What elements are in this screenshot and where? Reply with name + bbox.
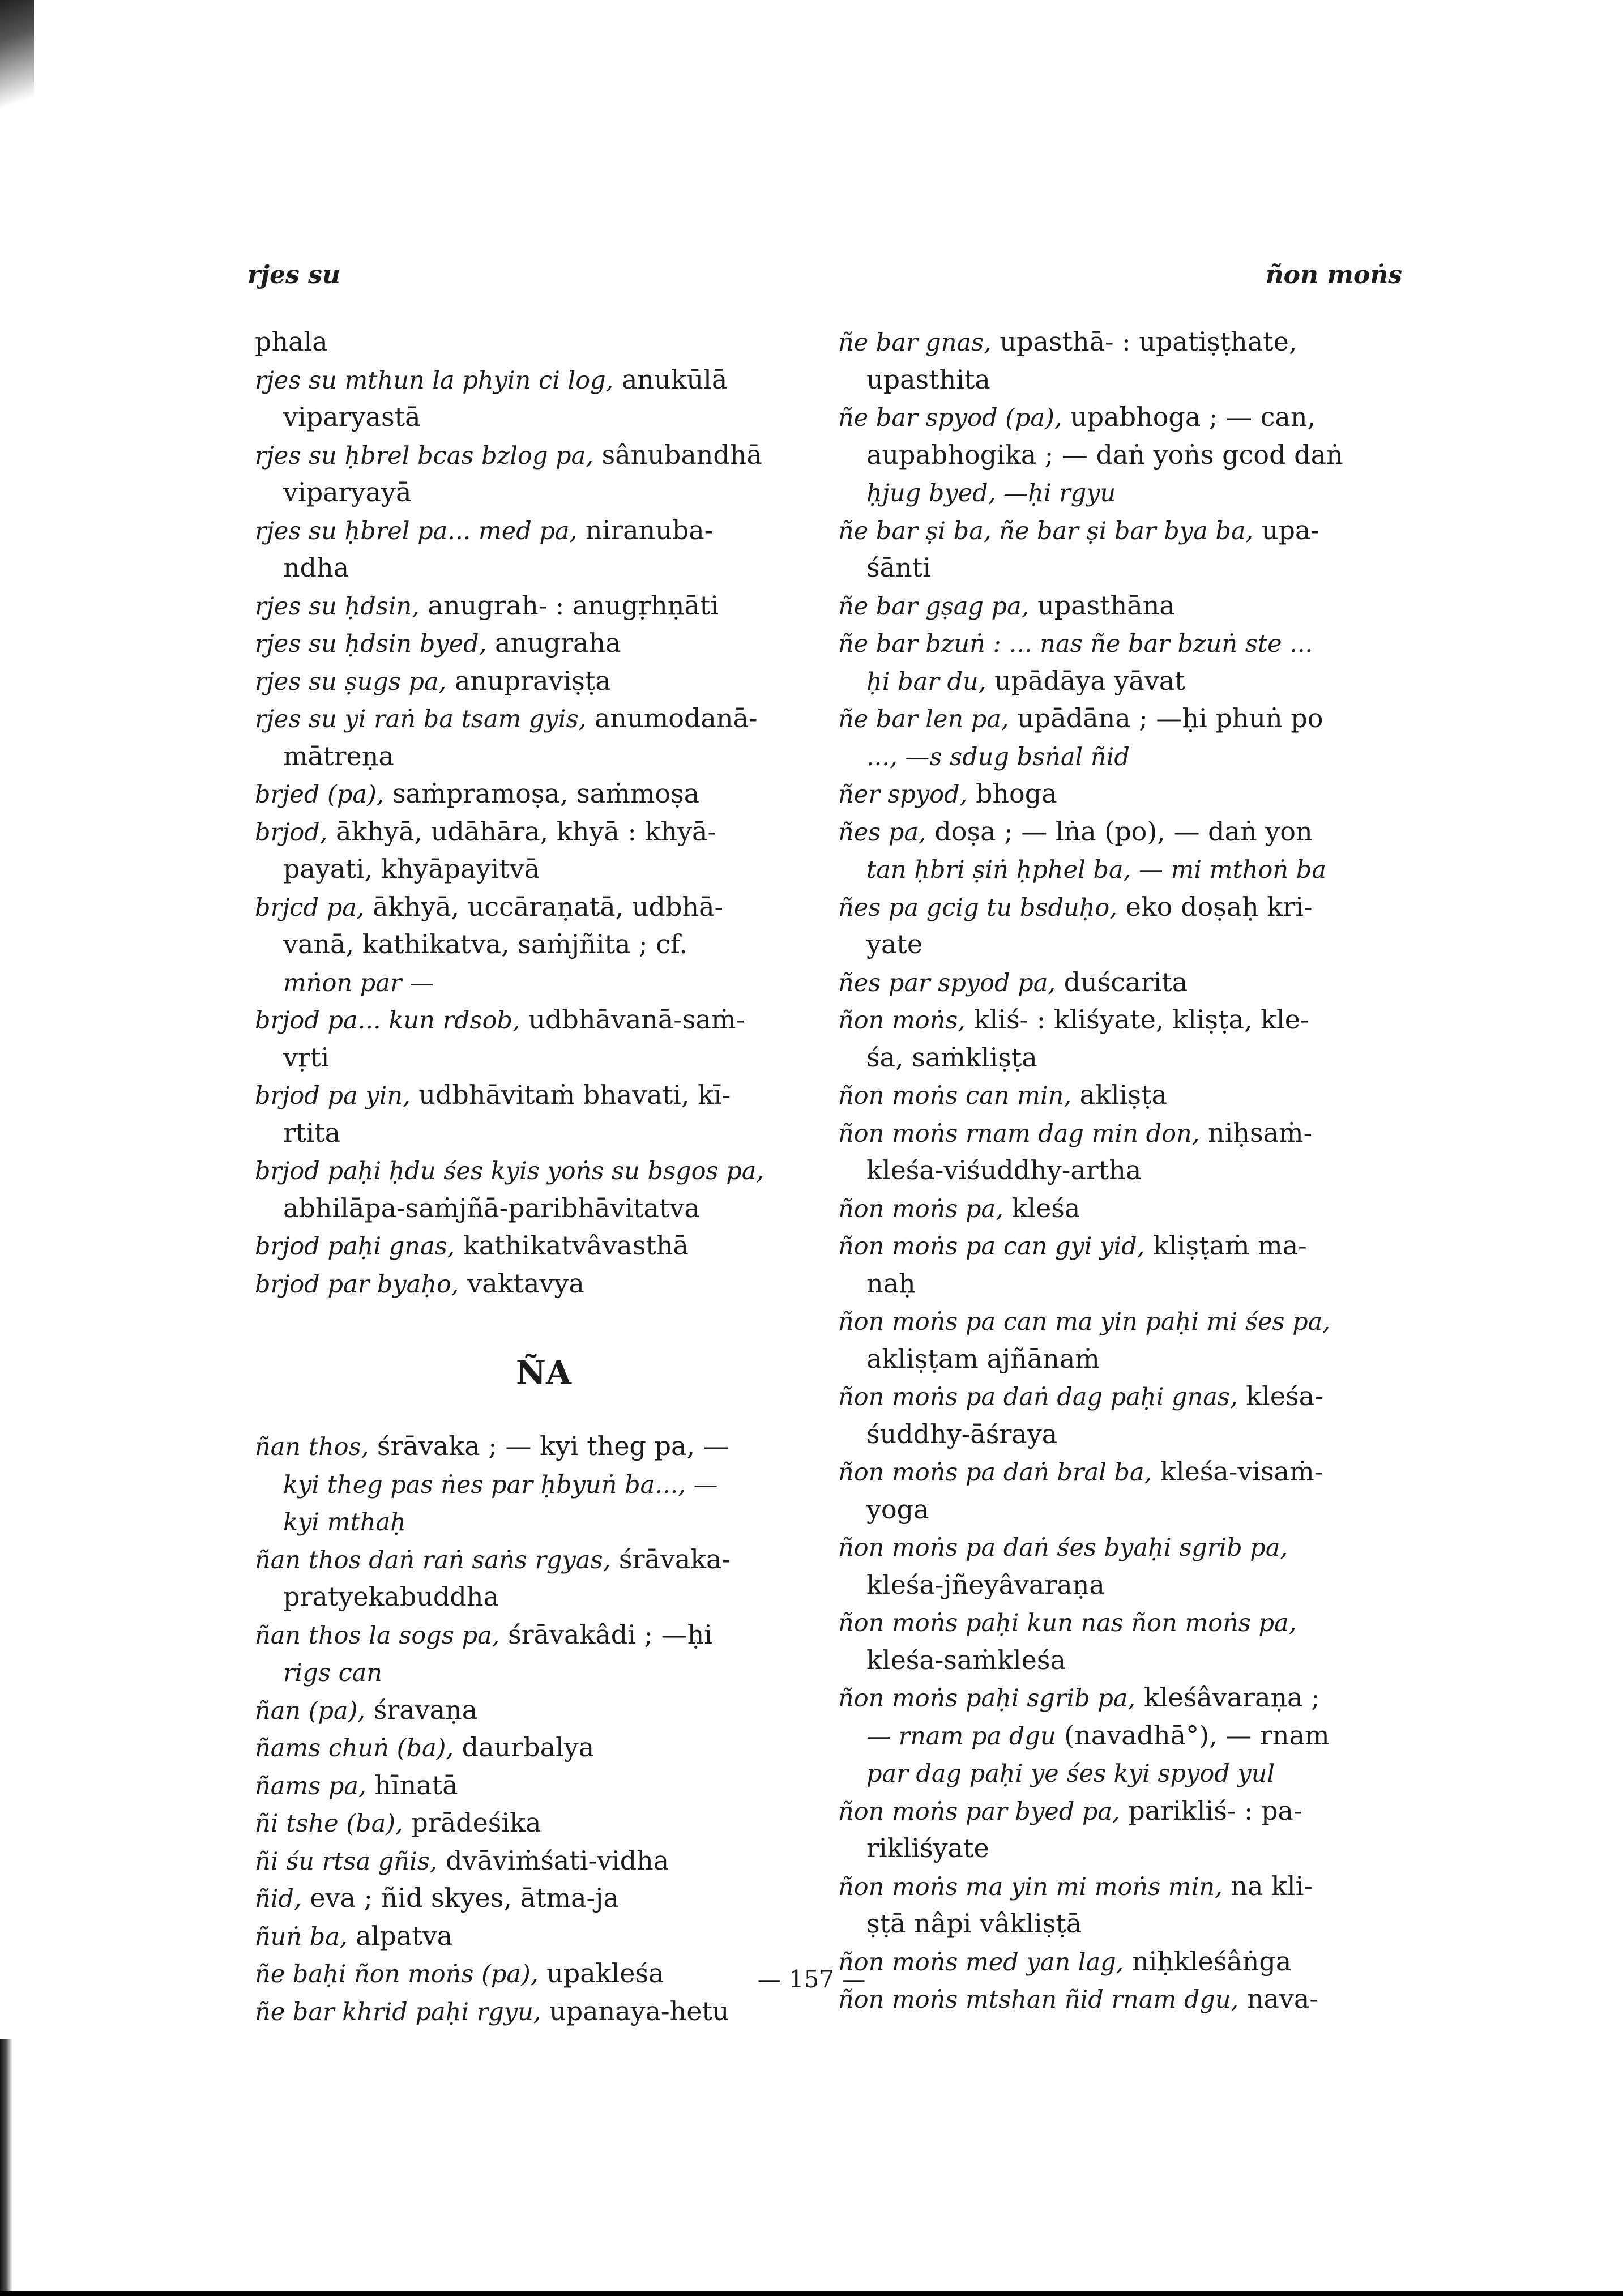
sanskrit-equivalent: niḥkleśâṅga <box>1124 1945 1292 1977</box>
entry-line <box>255 549 832 587</box>
tibetan-term: ñon moṅs par byed pa, <box>838 1797 1120 1826</box>
sanskrit-equivalent: eva ; ñid skyes, ātma-ja <box>301 1883 619 1913</box>
tibetan-term: ñe bar ṣi ba, ñe bar ṣi bar bya ba, <box>838 517 1254 545</box>
entry-line <box>255 587 832 625</box>
left-entries-bottom <box>255 1427 832 2030</box>
entry-line <box>255 1992 832 2030</box>
tibetan-term: rjes su ṣugs pa, <box>255 667 447 696</box>
sanskrit-equivalent: kleśa- <box>1237 1381 1323 1411</box>
scan-border-bottom <box>0 2291 1623 2296</box>
entry-line <box>838 1566 1427 1604</box>
sanskrit-equivalent: anugraha <box>486 628 621 658</box>
sanskrit-equivalent: (navadhā°), — rnam <box>1056 1719 1330 1751</box>
sanskrit-equivalent: parikliś- : pa- <box>1120 1795 1302 1826</box>
tibetan-term: ñan thos la sogs pa, <box>255 1621 500 1650</box>
tibetan-term: ñi tshe (ba), <box>255 1810 403 1838</box>
entry-line <box>255 813 832 851</box>
tibetan-term: mṅon par — <box>283 968 434 997</box>
scan-shadow-top <box>0 0 34 125</box>
entry-line <box>838 323 1427 361</box>
tibetan-term: rjes su ḥdsin byed, <box>255 630 487 658</box>
sanskrit-equivalent: bhoga <box>967 778 1057 809</box>
entry-line <box>255 1039 832 1077</box>
entry-line <box>255 436 832 474</box>
sanskrit-equivalent: upasthita <box>866 364 990 395</box>
tibetan-term: ḥjug byed, —ḥi rgyu <box>866 479 1116 507</box>
entry-line <box>255 888 832 926</box>
sanskrit-equivalent: pratyekabuddha <box>283 1581 499 1612</box>
tibetan-term: ñon moṅs med yan lag, <box>838 1948 1124 1977</box>
entry-line <box>838 699 1427 737</box>
tibetan-term: ñuṅ ba, <box>255 1922 348 1951</box>
sanskrit-equivalent: śa, saṁkliṣṭa <box>866 1042 1037 1073</box>
entry-line <box>838 549 1427 587</box>
sanskrit-equivalent: abhilāpa-saṁjñā-paribhāvitatva <box>283 1192 700 1223</box>
sanskrit-equivalent: upabhoga ; — can, <box>1062 402 1316 432</box>
tibetan-term: ..., —s sdug bsṅal ñid <box>866 742 1130 771</box>
sanskrit-equivalent: upasthā- : upatiṣṭhate, <box>991 326 1297 357</box>
sanskrit-equivalent: yate <box>866 929 923 959</box>
entry-line <box>255 1653 832 1691</box>
sanskrit-equivalent: saṁpramoṣa, saṁmoṣa <box>384 778 700 809</box>
entry-line <box>255 473 832 511</box>
sanskrit-equivalent: upādāya yāvat <box>986 665 1185 696</box>
tibetan-term: ñe baḥi ñon moṅs (pa), <box>255 1960 539 1988</box>
tibetan-term: ñams chuṅ (ba), <box>255 1734 454 1762</box>
running-head-left: rjes su <box>247 261 340 289</box>
left-entries-top <box>255 323 832 1302</box>
entry-line <box>838 1039 1427 1077</box>
sanskrit-equivalent: akliṣṭam ajñānaṁ <box>866 1343 1100 1374</box>
tibetan-term: ñe bar spyod (pa), <box>838 404 1062 432</box>
sanskrit-equivalent: viparyastā <box>283 402 421 432</box>
left-column <box>255 323 832 2030</box>
right-entries <box>838 323 1427 2018</box>
sanskrit-equivalent: hīnatā <box>366 1769 458 1800</box>
tibetan-term: ñe bar bzuṅ : ... nas ñe bar bzuṅ ste ... <box>838 630 1313 658</box>
sanskrit-equivalent: mātreṇa <box>283 740 394 771</box>
entry-line <box>838 813 1427 851</box>
sanskrit-equivalent: yoga <box>866 1493 929 1525</box>
tibetan-term: ñon moṅs pa daṅ bral ba, <box>838 1458 1152 1487</box>
sanskrit-equivalent: anupraviṣṭa <box>446 665 611 696</box>
sanskrit-equivalent: prādeśika <box>403 1807 541 1838</box>
entry-line <box>255 323 832 361</box>
entry-line <box>255 662 832 700</box>
entry-line <box>838 511 1427 549</box>
sanskrit-equivalent: duścarita <box>1056 966 1188 997</box>
sanskrit-equivalent: śrāvakâdi ; —ḥi <box>499 1619 712 1650</box>
sanskrit-equivalent: vṛti <box>283 1042 330 1073</box>
tibetan-term: ñon moṅs, <box>838 1006 966 1035</box>
tibetan-term: ñi śu rtsa gñis, <box>255 1847 438 1876</box>
entry-line <box>838 1377 1427 1415</box>
entry-line <box>255 1729 832 1766</box>
section-letter-heading: ÑA <box>515 1354 572 1392</box>
sanskrit-equivalent: nava- <box>1238 1983 1318 2014</box>
sanskrit-equivalent: aupabhogika ; — daṅ yoṅs gcod daṅ <box>866 439 1343 470</box>
tibetan-term: ñon moṅs pa, <box>838 1194 1003 1223</box>
sanskrit-equivalent: phala <box>255 326 328 357</box>
entry-line <box>838 925 1427 963</box>
entry-line <box>838 1792 1427 1830</box>
entry-line <box>255 1189 832 1227</box>
sanskrit-equivalent: sânubandhā <box>593 439 762 470</box>
tibetan-term: rjes su ḥbrel bcas bzlog pa, <box>255 441 593 470</box>
entry-line <box>838 775 1427 813</box>
tibetan-term: ñon moṅs ma yin mi moṅs min, <box>838 1872 1223 1901</box>
tibetan-term: ñon moṅs paḥi sgrib pa, <box>838 1684 1136 1713</box>
sanskrit-equivalent: śānti <box>866 552 931 583</box>
sanskrit-equivalent: payati, khyāpayitvā <box>283 853 540 884</box>
entry-line <box>838 473 1427 511</box>
entry-line <box>838 1227 1427 1265</box>
sanskrit-equivalent: śrāvaka- <box>610 1543 731 1574</box>
entry-line <box>255 1842 832 1880</box>
sanskrit-equivalent: kleśa <box>1003 1192 1080 1223</box>
tibetan-term: brjod pa yin, <box>255 1082 411 1110</box>
tibetan-term: ñon moṅs can min, <box>838 1082 1072 1110</box>
tibetan-term: rjes su yi raṅ ba tsam gyis, <box>255 705 587 733</box>
tibetan-term: par dag paḥi ye śes kyi spyod yul <box>866 1760 1275 1788</box>
entry-line <box>255 361 832 399</box>
sanskrit-equivalent: daurbalya <box>454 1732 595 1762</box>
entry-line <box>838 1829 1427 1867</box>
entry-line <box>255 1503 832 1540</box>
tibetan-term: ñe bar khrid paḥi rgyu, <box>255 1998 541 2026</box>
entry-line <box>255 624 832 662</box>
sanskrit-equivalent: vanā, kathikatva, saṁjñita ; cf. <box>283 929 687 959</box>
entry-line <box>255 398 832 436</box>
entry-line <box>255 511 832 549</box>
entry-line <box>838 398 1427 436</box>
tibetan-term: brjcd pa, <box>255 893 365 922</box>
sanskrit-equivalent: eko doṣaḥ kri- <box>1117 891 1313 922</box>
tibetan-term: ñan (pa), <box>255 1696 366 1725</box>
running-head-right: ñon moṅs <box>1265 261 1402 289</box>
entry-line <box>255 775 832 813</box>
entry-line <box>838 850 1427 888</box>
sanskrit-equivalent: kleśâvaraṇa ; <box>1135 1682 1320 1713</box>
tibetan-term: ñe bar len pa, <box>838 705 1009 733</box>
sanskrit-equivalent: śuddhy-āśraya <box>866 1418 1058 1449</box>
sanskrit-equivalent: na kli- <box>1222 1870 1313 1901</box>
tibetan-term: ñon moṅs pa daṅ dag paḥi gnas, <box>838 1383 1238 1411</box>
tibetan-term: ñes pa gcig tu bsduḥo, <box>838 893 1117 922</box>
entry-line <box>838 1415 1427 1453</box>
entry-line <box>255 1691 832 1729</box>
sanskrit-equivalent: niḥsaṁ- <box>1199 1117 1313 1148</box>
tibetan-term: ñon moṅs paḥi kun nas ñon moṅs pa, <box>838 1609 1297 1637</box>
tibetan-term: ñes pa, <box>838 818 926 847</box>
entry-line <box>255 1265 832 1303</box>
tibetan-term: ñe bar gnas, <box>838 328 992 357</box>
entry-line <box>838 624 1427 662</box>
sanskrit-equivalent: doṣa ; — lṅa (po), — daṅ yon <box>926 816 1313 847</box>
tibetan-term: ñid, <box>255 1885 302 1913</box>
sanskrit-equivalent: ākhyā, uccāraṇatā, udbhā- <box>364 891 724 922</box>
sanskrit-equivalent: naḥ <box>866 1268 916 1299</box>
entry-line <box>838 1189 1427 1227</box>
sanskrit-equivalent: rtita <box>283 1117 341 1148</box>
sanskrit-equivalent: upakleśa <box>538 1958 664 1988</box>
tibetan-term: ñe bar gṣag pa, <box>838 592 1030 621</box>
tibetan-term: brjod par byaḥo, <box>255 1270 459 1299</box>
sanskrit-equivalent: upādāna ; —ḥi phuṅ po <box>1009 703 1323 733</box>
entry-line <box>838 1302 1427 1340</box>
tibetan-term: rjes su mthun la phyin ci log, <box>255 366 614 395</box>
tibetan-term: brjed (pa), <box>255 780 385 809</box>
tibetan-term: ñams pa, <box>255 1772 366 1800</box>
entry-line <box>838 1076 1427 1114</box>
tibetan-term: ñon moṅs mtshan ñid rnam dgu, <box>838 1986 1239 2014</box>
tibetan-term: tan ḥbri ṣiṅ ḥphel ba, — mi mthoṅ ba <box>866 856 1326 884</box>
entry-line <box>838 1679 1427 1717</box>
entry-line <box>838 1001 1427 1039</box>
sanskrit-equivalent: alpatva <box>347 1920 453 1951</box>
sanskrit-equivalent: śravaṇa <box>365 1694 478 1725</box>
sanskrit-equivalent: anukūlā <box>613 364 728 395</box>
entry-line <box>255 1616 832 1654</box>
tibetan-term: — rnam pa dgu <box>866 1722 1056 1751</box>
tibetan-term: rjes su ḥbrel pa... med pa, <box>255 517 578 545</box>
entry-line <box>838 662 1427 700</box>
entry-line <box>838 1603 1427 1641</box>
entry-line <box>255 1001 832 1039</box>
entry-line <box>255 1917 832 1955</box>
entry-line <box>838 361 1427 399</box>
entry-line <box>838 1717 1427 1755</box>
sanskrit-equivalent: niranuba- <box>577 514 714 545</box>
entry-line <box>838 1151 1427 1189</box>
tibetan-term: ñon moṅs pa daṅ śes byaḥi sgrib pa, <box>838 1534 1288 1562</box>
scan-shadow-left <box>0 2039 12 2296</box>
sanskrit-equivalent: vaktavya <box>459 1268 584 1299</box>
entry-line <box>838 1641 1427 1679</box>
entry-line <box>838 888 1427 926</box>
entry-line <box>838 436 1427 474</box>
sanskrit-equivalent: anumodanā- <box>586 703 758 733</box>
sanskrit-equivalent: kleśa-saṁkleśa <box>866 1644 1066 1675</box>
entry-line <box>255 925 832 963</box>
sanskrit-equivalent: upanaya-hetu <box>541 1995 729 2026</box>
sanskrit-equivalent: udbhāvitaṁ bhavati, kī- <box>410 1079 731 1110</box>
sanskrit-equivalent: kleśa-visaṁ- <box>1152 1456 1323 1487</box>
entry-line <box>255 1427 832 1465</box>
sanskrit-equivalent: kliṣṭaṁ ma- <box>1144 1230 1307 1261</box>
entry-line <box>255 1540 832 1578</box>
entry-line <box>255 850 832 888</box>
entry-line <box>255 737 832 775</box>
sanskrit-equivalent: upasthāna <box>1029 590 1175 621</box>
sanskrit-equivalent: ṣṭā nâpi vâkliṣṭā <box>866 1908 1082 1939</box>
sanskrit-equivalent: akliṣṭa <box>1071 1079 1167 1110</box>
sanskrit-equivalent: kleśa-viśuddhy-artha <box>866 1155 1142 1185</box>
right-column <box>838 323 1427 2018</box>
tibetan-term: ñon moṅs pa can ma yin paḥi mi śes pa, <box>838 1308 1330 1336</box>
entry-line <box>255 1766 832 1804</box>
tibetan-term: ñer spyod, <box>838 780 968 809</box>
sanskrit-equivalent: ndha <box>283 552 349 583</box>
sanskrit-equivalent: ākhyā, udāhāra, khyā : khyā- <box>327 816 717 847</box>
sanskrit-equivalent: udbhāvanā-saṁ- <box>520 1004 745 1035</box>
entry-line <box>255 1879 832 1917</box>
entry-line <box>255 1076 832 1114</box>
sanskrit-equivalent: kathikatvâvasthā <box>455 1230 689 1261</box>
entry-line <box>255 1151 832 1189</box>
tibetan-term: ñan thos daṅ raṅ saṅs rgyas, <box>255 1546 611 1574</box>
entry-line <box>255 1114 832 1152</box>
tibetan-term: rigs can <box>283 1659 382 1687</box>
tibetan-term: kyi theg pas ṅes par ḥbyuṅ ba..., — <box>283 1470 718 1499</box>
tibetan-term: rjes su ḥdsin, <box>255 592 420 621</box>
sanskrit-equivalent: upa- <box>1253 514 1319 545</box>
page-number: — 157 — <box>757 1965 866 1993</box>
entry-line <box>838 1867 1427 1905</box>
tibetan-term: brjod pa... kun rdsob, <box>255 1006 520 1035</box>
sanskrit-equivalent: kleśa-jñeyâvaraṇa <box>866 1569 1105 1600</box>
sanskrit-equivalent: kliś- : kliśyate, kliṣṭa, kle- <box>966 1004 1309 1035</box>
tibetan-term: brjod paḥi gnas, <box>255 1232 455 1261</box>
sanskrit-equivalent: śrāvaka ; — kyi theg pa, — <box>369 1431 729 1461</box>
entry-line <box>255 1804 832 1842</box>
tibetan-term: brjod paḥi ḥdu śes kyis yoṅs su bsgos pa, <box>255 1157 764 1185</box>
tibetan-term: ñes par spyod pa, <box>838 968 1056 997</box>
entry-line <box>255 1465 832 1503</box>
entry-line <box>838 1905 1427 1943</box>
tibetan-term: ñan thos, <box>255 1433 369 1461</box>
tibetan-term: ḥi bar du, <box>866 667 986 696</box>
sanskrit-equivalent: anugrah- : anugṛhṇāti <box>419 590 719 621</box>
entry-line <box>255 1227 832 1265</box>
tibetan-term: ñon moṅs rnam dag min don, <box>838 1119 1200 1148</box>
entry-line <box>255 699 832 737</box>
sanskrit-equivalent: viparyayā <box>283 477 412 507</box>
entry-line <box>838 1453 1427 1491</box>
tibetan-term: brjod, <box>255 818 328 847</box>
sanskrit-equivalent: rikliśyate <box>866 1833 989 1863</box>
entry-line <box>838 1754 1427 1792</box>
entry-line <box>838 1528 1427 1566</box>
entry-line <box>838 1265 1427 1303</box>
tibetan-term: kyi mthaḥ <box>283 1508 406 1537</box>
entry-line <box>838 1114 1427 1152</box>
sanskrit-equivalent: dvāviṁśati-vidha <box>437 1845 669 1876</box>
tibetan-term: ñon moṅs pa can gyi yid, <box>838 1232 1145 1261</box>
entry-line <box>838 1340 1427 1378</box>
entry-line <box>838 963 1427 1001</box>
entry-line <box>255 1578 832 1616</box>
entry-line <box>838 737 1427 775</box>
entry-line <box>255 963 832 1001</box>
entry-line <box>838 587 1427 625</box>
entry-line <box>838 1491 1427 1529</box>
